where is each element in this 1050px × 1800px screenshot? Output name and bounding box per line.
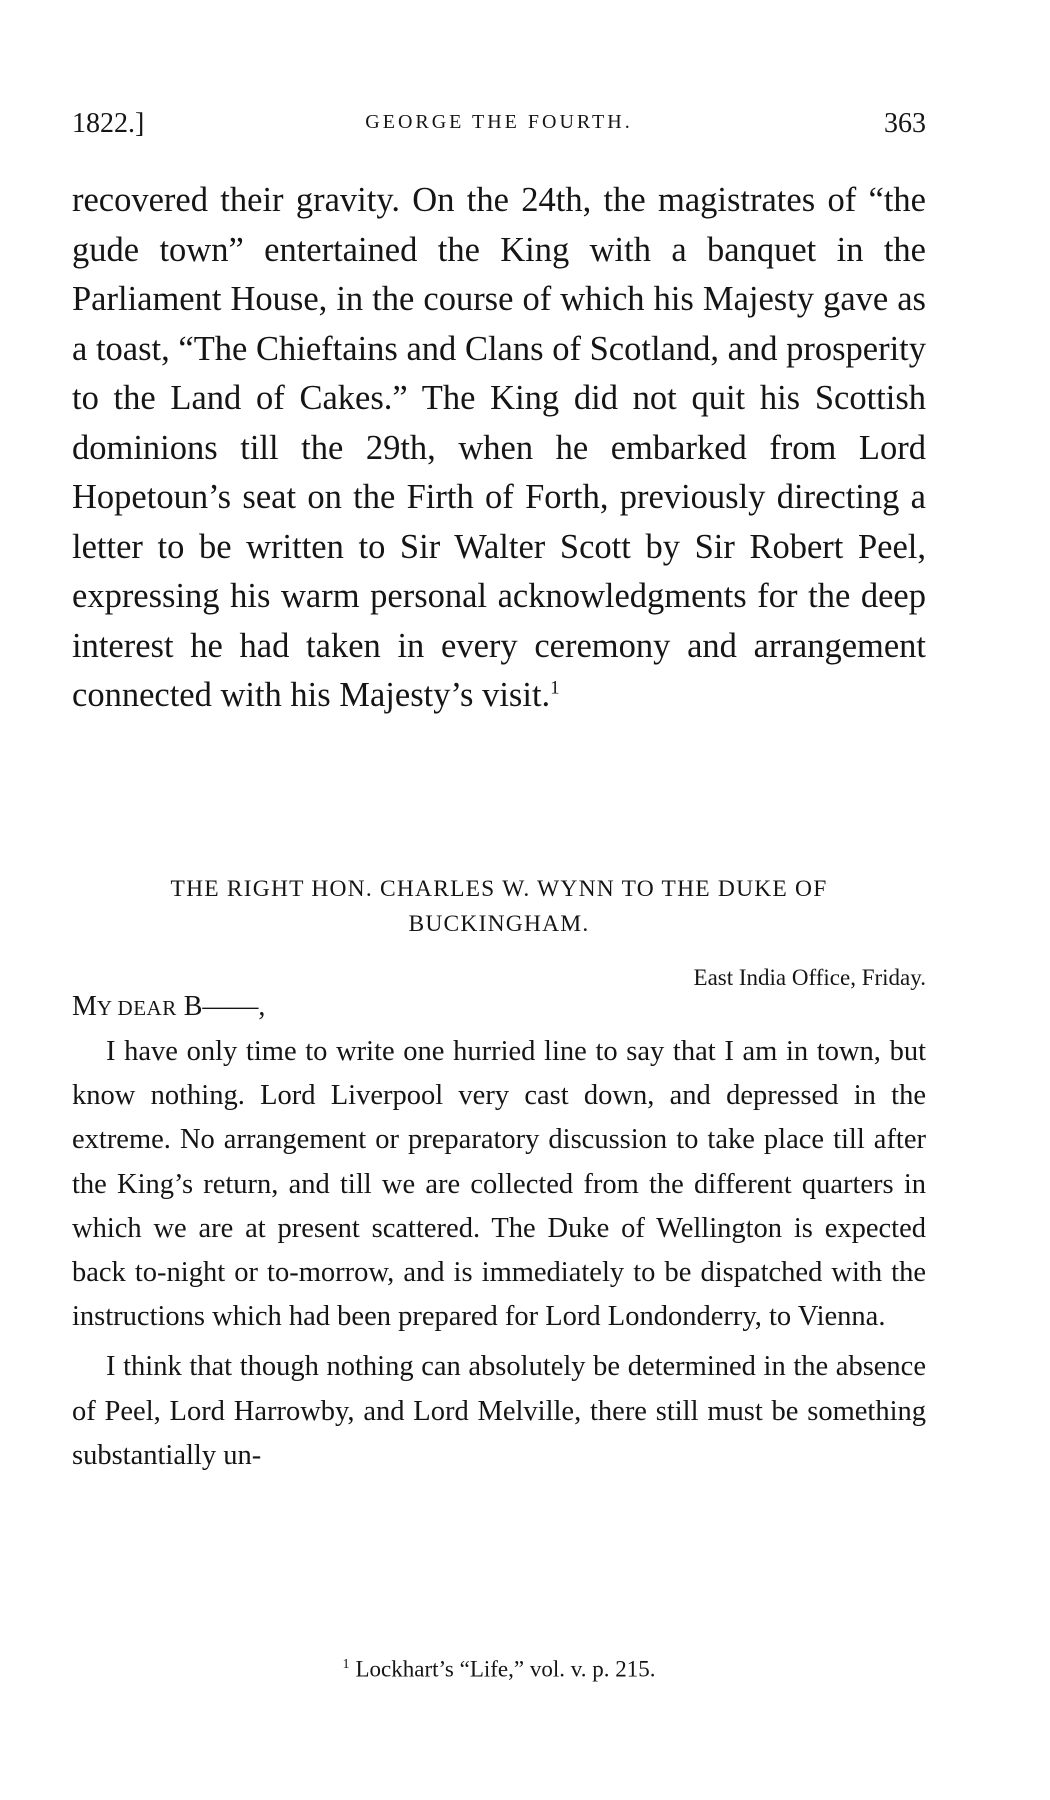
book-page bbox=[72, 0, 926, 1800]
header-year: 1822.] bbox=[72, 108, 145, 139]
header-title: GEORGE THE FOURTH. bbox=[365, 111, 633, 133]
footnote-reference: 1 bbox=[550, 677, 560, 699]
letter-body bbox=[72, 1030, 926, 1478]
running-head bbox=[72, 108, 926, 148]
footnote-marker: 1 bbox=[342, 1657, 350, 1672]
letter-dateline: East India Office, Friday. bbox=[693, 965, 926, 990]
salutation-name: B——, bbox=[183, 991, 266, 1022]
letter-salutation bbox=[72, 988, 265, 1027]
narrative-paragraph bbox=[72, 176, 926, 721]
salutation-initial: M bbox=[72, 991, 97, 1022]
footnote-text: Lockhart’s “Life,” vol. v. p. 215. bbox=[355, 1656, 656, 1682]
salutation-smallcaps: Y DEAR bbox=[96, 996, 177, 1020]
narrative-paragraph-text: recovered their gravity. On the 24th, the magistrates of “the gude town” entertained the King with a banquet in the Parliament House, in the course of which his Majesty gave as a toast, “The Chieftains and Clans of Scotland, and prosperity to the Land of Cakes.” The King did not quit his Scottish dominions till the 29th, when he embarked from Lord Hopetoun’s seat on the Firth of Forth, previously directing a letter to be written to Sir Walter Scott by Sir Robert Peel, expressing his warm personal acknowledgments for the deep interest he had taken in every ceremony and arrangement connected with his Majesty’s visit. bbox=[72, 181, 926, 714]
letter-heading: THE RIGHT HON. CHARLES W. WYNN TO THE DUKE OF BUCKINGHAM. bbox=[170, 876, 828, 937]
narrative-text bbox=[72, 176, 926, 721]
letter-paragraph: I have only time to write one hurried line to say that I am in town, but know nothing. Lord Liverpool very cast down, and depressed in the extreme. No arrangement or preparatory discussion to take place till after the King’s return, and till we are collected from the different quarters in which we are at present scattered. The Duke of Wellington is expected back to-night or to-morrow, and is immediately to be dispatched with the instructions which had been prepared for Lord Londonderry, to Vienna. bbox=[72, 1036, 926, 1333]
letter-paragraph: I think that though nothing can absolutely be determined in the absence of Peel, Lord Harrowby, and Lord Melville, there still must be something substantially un- bbox=[72, 1351, 926, 1471]
footnote bbox=[72, 1649, 926, 1686]
page-number: 363 bbox=[884, 108, 926, 139]
